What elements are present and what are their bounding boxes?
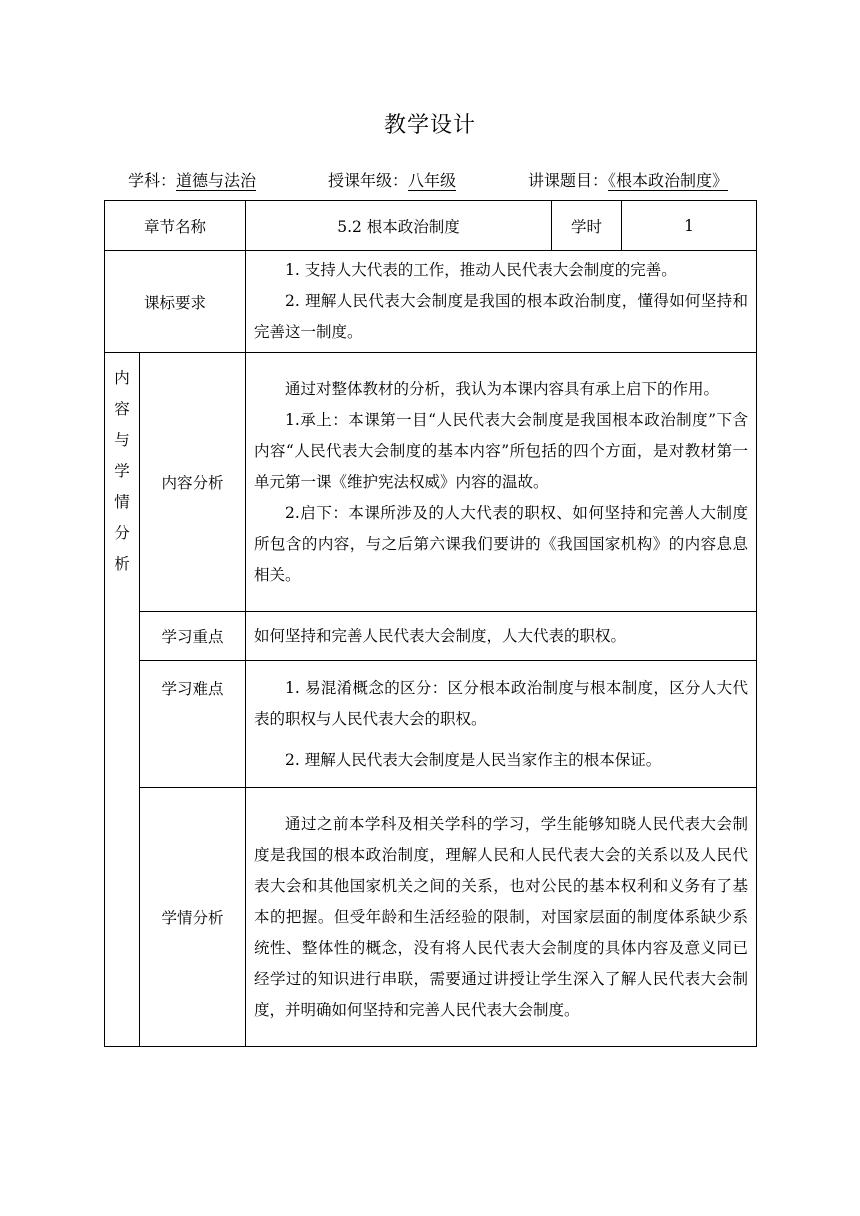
standards-item: 1. 支持人大代表的工作，推动人民代表大会制度的完善。 [285, 261, 677, 279]
chapter-row [105, 201, 757, 251]
chapter-value: 5.2 根本政治制度 [246, 201, 552, 251]
learner-analysis-label: 学情分析 [140, 788, 246, 1047]
group-char: 内 [114, 369, 130, 387]
learner-analysis-text: 通过之前本学科及相关学科的学习，学生能够知晓人民代表大会制度是我国的根本政治制度，理解人民和人民代表大会的关系以及人民代表大会和其他国家机关之间的关系，也对公民的基本权利和义务有了基本的把握。但受年龄和生活经验的限制，对国家层面的制度体系缺少系统性、整体性的概念，没有将人民代表大会制度的具体内容及意义同已经学过的知识进行串联，需要通过讲授让学生深入了解人民代表大会制度，并明确如何坚持和完善人民代表大会制度。 [246, 788, 757, 1047]
standards-item: 2. 理解人民代表大会制度是我国的根本政治制度，懂得如何坚持和完善这一制度。 [254, 292, 749, 341]
chapter-label: 章节名称 [105, 201, 246, 251]
learner-analysis-row [105, 788, 757, 1047]
key-points-label: 学习重点 [140, 612, 246, 661]
content-analysis-content [246, 353, 757, 612]
subject-label: 学科： [128, 171, 177, 190]
page-title: 教学设计 [383, 113, 476, 138]
group-char: 情 [114, 493, 130, 511]
subject-line [128, 168, 256, 191]
lesson-plan-table [104, 200, 757, 1047]
hours-value: 1 [622, 201, 757, 251]
group-char: 分 [114, 524, 130, 542]
topic-value: 《根本政治制度》 [608, 171, 729, 190]
content-analysis-row [105, 353, 757, 612]
group-label [105, 353, 140, 1047]
subject-value: 道德与法治 [176, 171, 257, 190]
content-paragraph: 通过对整体教材的分析，我认为本课内容具有承上启下的作用。 [285, 379, 720, 398]
key-points-row [105, 612, 757, 661]
key-points-text: 如何坚持和完善人民代表大会制度，人大代表的职权。 [246, 612, 757, 661]
standards-content [246, 251, 757, 353]
standards-label: 课标要求 [105, 251, 246, 353]
difficulties-content [246, 661, 757, 788]
standards-row [105, 251, 757, 353]
difficulties-row [105, 661, 757, 788]
difficulty-item: 1. 易混淆概念的区分：区分根本政治制度与根本制度，区分人大代表的职权与人民代表大会的职权。 [254, 678, 749, 728]
hours-label: 学时 [552, 201, 622, 251]
group-char: 析 [114, 555, 130, 573]
group-char: 与 [114, 431, 130, 449]
group-char: 容 [114, 400, 130, 418]
topic-label: 讲课题目： [528, 171, 609, 190]
content-paragraph: 1.承上：本课第一目“人民代表大会制度是我国根本政治制度”下含内容“人民代表大会制度的基本内容”所包括的四个方面，是对教材第一单元第一课《维护宪法权威》内容的温故。 [254, 410, 749, 491]
difficulties-label: 学习难点 [140, 661, 246, 788]
grade-label: 授课年级： [328, 171, 409, 190]
topic-line [528, 168, 728, 191]
content-paragraph: 2.启下：本课所涉及的人大代表的职权、如何坚持和完善人大制度所包含的内容，与之后第六课我们要讲的《我国国家机构》的内容息息相关。 [254, 503, 749, 584]
grade-value: 八年级 [408, 171, 457, 190]
difficulty-item: 2. 理解人民代表大会制度是人民当家作主的根本保证。 [285, 750, 662, 769]
content-analysis-label: 内容分析 [140, 353, 246, 612]
group-char: 学 [114, 462, 130, 480]
grade-line [328, 168, 456, 191]
